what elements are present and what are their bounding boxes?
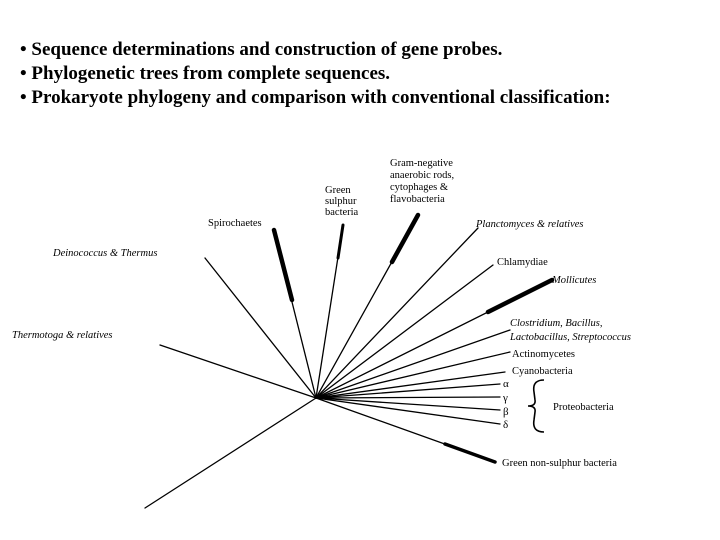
branch-gram-negative-thick: [392, 215, 418, 262]
label-thermotoga: Thermotoga & relatives: [12, 330, 113, 341]
label-chlamydiae: Chlamydiae: [497, 257, 548, 268]
tree-branches: [145, 215, 552, 508]
label-planctomyces: Planctomyces & relatives: [476, 219, 584, 230]
branch-clostridium: [316, 330, 510, 398]
branch-deinococcus: [205, 258, 316, 398]
label-clostridium: Clostridium, Bacillus, Lactobacillus, Streptococcus: [510, 318, 631, 343]
label-cyanobacteria: Cyanobacteria: [512, 366, 573, 377]
label-beta: β: [503, 406, 509, 418]
label-green-sulphur: Green sulphur bacteria: [325, 185, 359, 218]
label-green-non-sulphur: Green non-sulphur bacteria: [502, 458, 617, 469]
branch-chlamydiae: [316, 265, 493, 398]
label-gamma: γ: [503, 392, 508, 404]
label-alpha: α: [503, 378, 509, 390]
label-gram-negative: Gram-negative anaerobic rods, cytophages & flavobacteria: [390, 158, 455, 205]
branch-gamma: [316, 397, 500, 398]
branch-spirochaetes-thick: [274, 230, 292, 300]
bullet-item: • Phylogenetic trees from complete sequences.: [20, 63, 391, 84]
branch-thermotoga: [160, 345, 316, 398]
bullet-item: • Sequence determinations and construction of gene probes.: [20, 39, 503, 60]
label-delta: δ: [503, 419, 509, 431]
label-proteobacteria: Proteobacteria: [553, 402, 614, 413]
branch-green-non-sulphur-thick: [445, 444, 495, 462]
branch-mollicutes-thick: [488, 280, 552, 312]
label-mollicutes: Mollicutes: [552, 275, 597, 286]
proteobacteria-brace: [528, 380, 544, 432]
branch-delta: [316, 398, 500, 424]
label-actinomycetes: Actinomycetes: [512, 349, 575, 360]
root-trunk: [145, 398, 316, 508]
label-deinococcus: Deinococcus & Thermus: [53, 248, 158, 259]
bullet-item: • Prokaryote phylogeny and comparison with conventional classification:: [20, 87, 611, 108]
label-spirochaetes: Spirochaetes: [208, 218, 262, 229]
branch-green-sulphur-thick: [338, 225, 343, 258]
